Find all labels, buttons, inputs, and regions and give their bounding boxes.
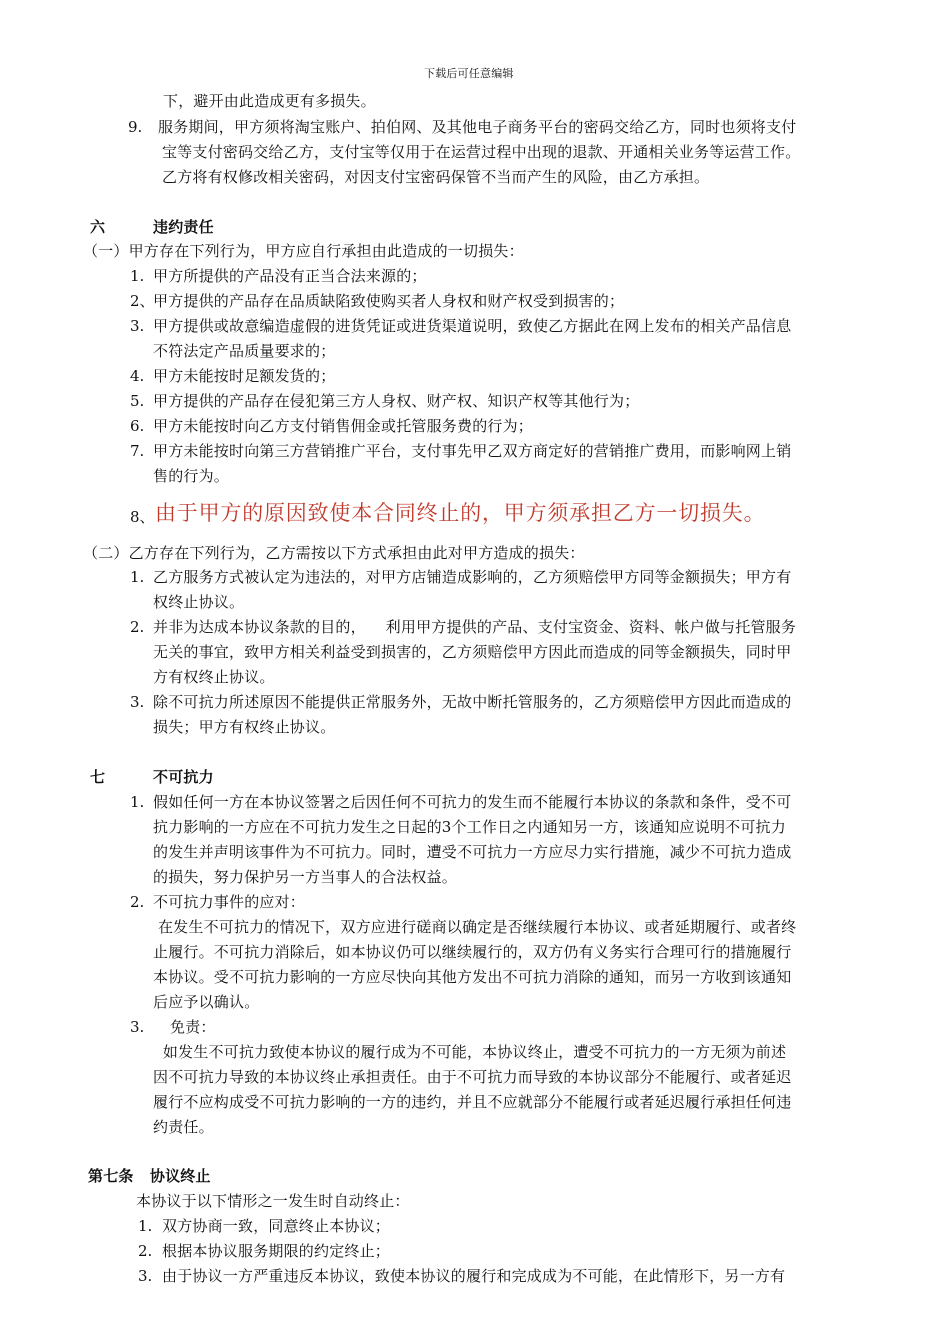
list-item: 甲方提供的产品存在侵犯第三方人身权、财产权、知识产权等其他行为； <box>153 392 640 410</box>
list-item: 甲方未能按时向乙方支付销售佣金或托管服务费的行为； <box>153 417 534 435</box>
list-item: 乙方服务方式被认定为违法的，对甲方店铺造成影响的，乙方须赔偿甲方同等金额损失；甲方有 <box>153 568 792 586</box>
list-item: 甲方未能按时向第三方营销推广平台，支付事先甲乙双方商定好的营销推广费用，而影响网上销 <box>153 442 792 460</box>
list-item: 在发生不可抗力的情况下，双方应进行磋商以确定是否继续履行本协议、或者延期履行、或者终 <box>153 918 797 936</box>
list-item: 除不可抗力所述原因不能提供正常服务外，无故中断托管服务的，乙方须赔偿甲方因此而造成的 <box>153 693 792 711</box>
list-item: 甲方所提供的产品没有正当合法来源的； <box>153 267 427 285</box>
section-title: 违约责任 <box>153 218 214 236</box>
list-item: 售的行为。 <box>153 467 230 485</box>
list-number: 2. <box>130 618 145 636</box>
subsection-heading: （一）甲方存在下列行为，甲方应自行承担由此造成的一切损失： <box>83 242 524 260</box>
list-item: 甲方提供的产品存在品质缺陷致使购买者人身权和财产权受到损害的； <box>153 292 625 310</box>
section-number: 六 <box>90 218 106 236</box>
list-number: 5. <box>130 392 145 410</box>
list-item: 甲方提供或故意编造虚假的进货凭证或进货渠道说明，致使乙方据此在网上发布的相关产品信息 <box>153 317 792 335</box>
article-title: 第七条 协议终止 <box>88 1167 211 1185</box>
section-title: 不可抗力 <box>153 768 214 786</box>
text-line: 乙方将有权修改相关密码，对因支付宝密码保管不当而产生的风险，由乙方承担。 <box>162 168 710 186</box>
list-number: 8、 <box>130 508 155 526</box>
list-number: 4. <box>130 367 145 385</box>
list-number: 3. <box>130 693 145 711</box>
list-item: 并非为达成本协议条款的目的， 利用甲方提供的产品、支付宝资金、资料、帐户做与托管服务 <box>153 618 797 636</box>
list-number: 1. <box>138 1217 153 1235</box>
list-item: 的损失，努力保护另一方当事人的合法权益。 <box>153 868 458 886</box>
list-item: 方有权终止协议。 <box>153 668 275 686</box>
list-item: 本协议。受不可抗力影响的一方应尽快向其他方发出不可抗力消除的通知，而另一方收到该通知 <box>153 968 792 986</box>
list-number: 1. <box>130 568 145 586</box>
list-number: 1. <box>130 793 145 811</box>
list-item: 约责任。 <box>153 1118 214 1136</box>
list-number: 1. <box>130 267 145 285</box>
list-item-title: 不可抗力事件的应对： <box>153 893 306 911</box>
list-item: 的发生并声明该事件为不可抗力。同时，遭受不可抗力一方应尽力实行措施，减少不可抗力造成 <box>153 843 792 861</box>
list-number: 3. <box>138 1267 153 1285</box>
list-item: 抗力影响的一方应在不可抗力发生之日起的3个工作日之内通知另一方，该通知应说明不可抗力 <box>153 818 786 836</box>
list-item: 假如任何一方在本协议签署之后因任何不可抗力的发生而不能履行本协议的条款和条件，受不可 <box>153 793 792 811</box>
list-number: 3. <box>130 1018 145 1036</box>
section-number: 七 <box>90 768 106 786</box>
list-item: 履行不应构成受不可抗力影响的一方的违约，并且不应就部分不能履行或者延迟履行承担任何违 <box>153 1093 792 1111</box>
list-item: 止履行。不可抗力消除后，如本协议仍可以继续履行的，双方仍有义务实行合理可行的措施履行 <box>153 943 792 961</box>
text-line: 下，避开由此造成更有多损失。 <box>163 92 376 110</box>
text-line: 宝等支付密码交给乙方，支付宝等仅用于在运营过程中出现的退款、开通相关业务等运营工作。 <box>162 143 801 161</box>
list-item: 根据本协议服务期限的约定终止； <box>162 1242 391 1260</box>
list-item-title: 免责： <box>170 1018 216 1036</box>
list-item: 权终止协议。 <box>153 593 245 611</box>
list-item: 如发生不可抗力致使本协议的履行成为不可能，本协议终止，遭受不可抗力的一方无须为前述 <box>153 1043 787 1061</box>
list-item: 由于协议一方严重违反本协议，致使本协议的履行和完成成为不可能，在此情形下，另一方有 <box>162 1267 786 1285</box>
text-line: 本协议于以下情形之一发生时自动终止： <box>136 1192 410 1210</box>
list-number: 3. <box>130 317 145 335</box>
text-line: 服务期间，甲方须将淘宝账户、拍伯网、及其他电子商务平台的密码交给乙方，同时也须将支付 <box>158 118 797 136</box>
list-number: 2、 <box>130 292 155 310</box>
list-number: 9. <box>128 118 143 136</box>
list-number: 2. <box>130 893 145 911</box>
list-number: 2. <box>138 1242 153 1260</box>
list-item: 甲方未能按时足额发货的； <box>153 367 336 385</box>
list-item: 因不可抗力导致的本协议终止承担责任。由于不可抗力而导致的本协议部分不能履行、或者延迟 <box>153 1068 792 1086</box>
list-item: 后应予以确认。 <box>153 993 260 1011</box>
list-item: 无关的事宜，致甲方相关利益受到损害的，乙方须赔偿甲方因此而造成的同等金额损失，同时甲 <box>153 643 792 661</box>
list-item: 不符法定产品质量要求的； <box>153 342 336 360</box>
page-header: 下载后可任意编辑 <box>424 67 514 80</box>
subsection-heading: （二）乙方存在下列行为，乙方需按以下方式承担由此对甲方造成的损失： <box>83 544 585 562</box>
list-item: 损失；甲方有权终止协议。 <box>153 718 336 736</box>
highlighted-clause: 由于甲方的原因致使本合同终止的，甲方须承担乙方一切损失。 <box>155 501 766 525</box>
list-item: 双方协商一致，同意终止本协议； <box>162 1217 391 1235</box>
list-number: 6. <box>130 417 145 435</box>
list-number: 7. <box>130 442 145 460</box>
